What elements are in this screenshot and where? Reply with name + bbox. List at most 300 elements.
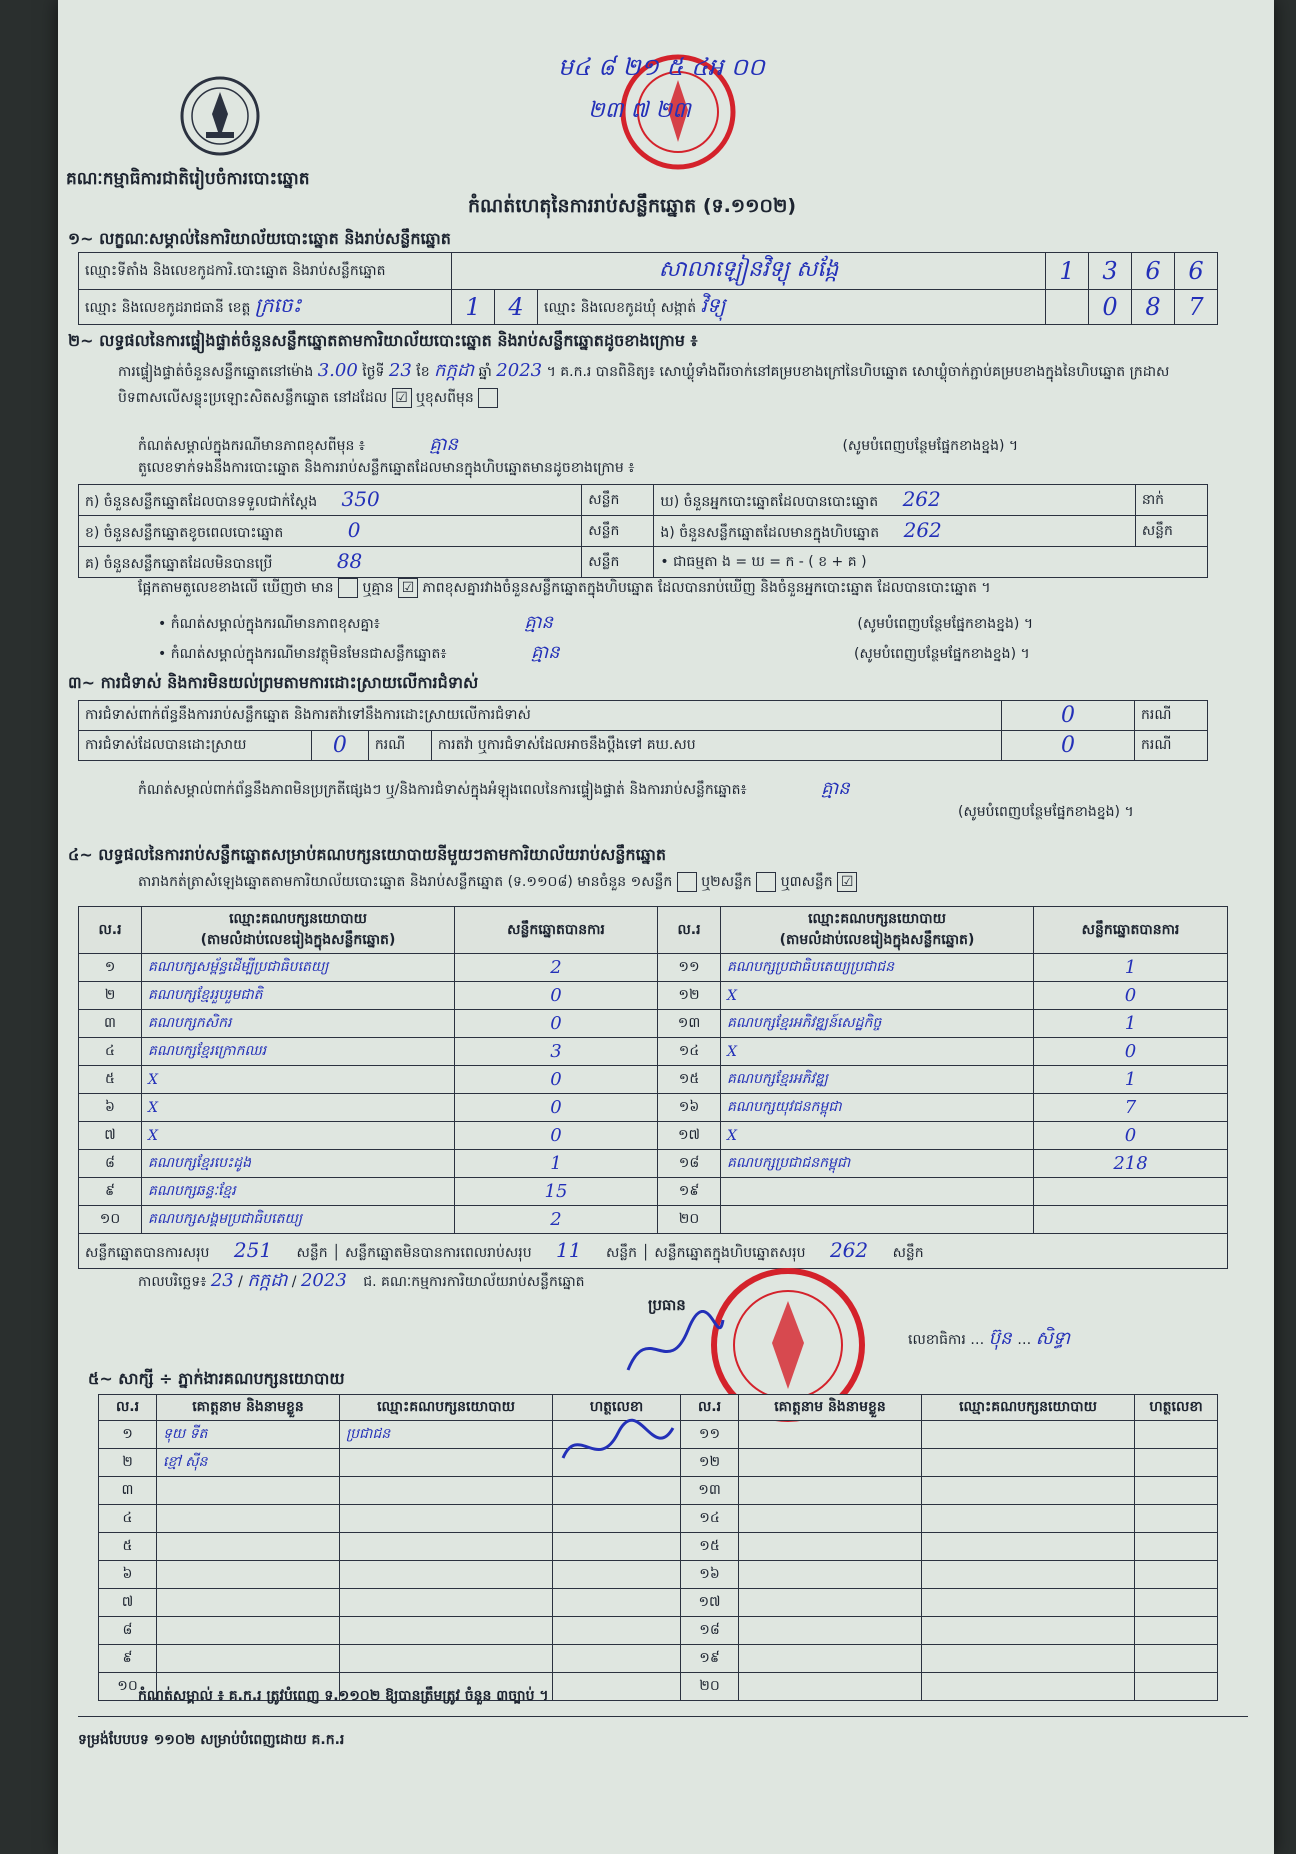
- witness-no: ១១: [681, 1421, 739, 1449]
- result-no: ២: [79, 982, 142, 1010]
- unit: សន្លឹក: [582, 516, 654, 547]
- result-party: គណបក្សប្រជាជនកម្ពុជា: [721, 1150, 1034, 1178]
- date-year: 2023: [300, 1270, 347, 1291]
- witness-no: ១៥: [681, 1533, 739, 1561]
- col-sign: ហត្ថលេខា: [553, 1395, 681, 1421]
- witness-party: ប្រជាជន: [340, 1421, 553, 1449]
- verify-text: ខែ: [416, 364, 430, 380]
- witness-no: ១៤: [681, 1505, 739, 1533]
- province-label: [79, 290, 452, 325]
- two-sheet-checkbox[interactable]: [756, 872, 776, 892]
- col-no: ល.រ: [681, 1395, 739, 1421]
- result-votes: 15: [455, 1178, 658, 1206]
- result-party: គណបក្សសង្គមប្រជាធិបតេយ្យ: [142, 1206, 455, 1234]
- compare-text: ផ្អែកតាមតួលេខខាងលើ ឃើញថា មាន: [138, 580, 334, 596]
- bullet1-line: [158, 610, 1033, 637]
- witness-sign: [553, 1533, 681, 1561]
- result-no: ១២: [658, 982, 721, 1010]
- witness-sign: [1135, 1533, 1218, 1561]
- col-no: ល.រ: [79, 907, 142, 954]
- verify-text: ថ្ងៃទី: [362, 364, 385, 380]
- witness-sign: [553, 1505, 681, 1533]
- witness-no: ១៨: [681, 1617, 739, 1645]
- table-intro: តួលេខទាក់ទងនឹងការបោះឆ្នោត និងការរាប់សន្លឹកឆ្នោតដែលមានក្នុងហិបឆ្នោតមានដូចខាងក្រោម ៖: [138, 460, 635, 476]
- witness-no: ៦: [99, 1561, 157, 1589]
- witness-sign: [1135, 1421, 1218, 1449]
- witness-no: ៧: [99, 1589, 157, 1617]
- witness-name: [739, 1421, 922, 1449]
- witness-signature-icon: [558, 1418, 678, 1478]
- d-label: ឃ) ចំនួនអ្នកបោះឆ្នោតដែលបានបោះឆ្នោត: [660, 494, 879, 510]
- col-party: ឈ្មោះគណបក្សនយោបាយ: [922, 1395, 1135, 1421]
- footer-divider: [78, 1716, 1248, 1717]
- result-party: X: [142, 1094, 455, 1122]
- witness-name: [157, 1533, 340, 1561]
- table-row: [99, 1645, 1218, 1673]
- result-votes: 1: [1034, 954, 1228, 982]
- row-a: [79, 485, 582, 516]
- resolved-value: 0: [312, 731, 369, 761]
- unit: ករណី: [368, 731, 431, 761]
- col-name: គោត្តនាម និងនាមខ្លួន: [739, 1395, 922, 1421]
- result-party: [721, 1178, 1034, 1206]
- footnote: កំណត់សម្គាល់ ៖ គ.ក.រ ត្រូវបំពេញ ទ.១១០២ ឱ្យបានត្រឹមត្រូវ ចំនួន ៣ច្បាប់ ។: [138, 1688, 549, 1704]
- witness-party: [922, 1449, 1135, 1477]
- date-day: 23: [210, 1270, 234, 1291]
- result-party: គណបក្សឆន្ទៈខ្មែរ: [142, 1178, 455, 1206]
- location-value: សាលាឡៀនវិទ្យុ សង្កែ: [452, 253, 1046, 290]
- result-party: X: [721, 1038, 1034, 1066]
- province-code-digit: 4: [495, 290, 538, 325]
- org-name: គណៈកម្មាធិការជាតិរៀបចំការបោះឆ្នោត: [66, 169, 310, 189]
- unit: សន្លឹក: [296, 1245, 328, 1261]
- witness-party: [922, 1673, 1135, 1701]
- col-party-sub: (តាមលំដាប់លេខរៀងក្នុងសន្លឹកឆ្នោត): [200, 932, 396, 948]
- compare-text: ភាពខុសគ្នារវាងចំនួនសន្លឹកឆ្នោតក្នុងហិបឆ្នោត ដែលបានរាប់ឃើញ និងចំនួនអ្នកបោះឆ្នោត ដែលបានបោះឆ្នោត ។: [422, 580, 991, 596]
- table-row: [99, 1617, 1218, 1645]
- witness-sign: [1135, 1505, 1218, 1533]
- result-votes: 2: [455, 954, 658, 982]
- table-row: [99, 1589, 1218, 1617]
- b-label: ខ) ចំនួនសន្លឹកឆ្នោតខូចពេលបោះឆ្នោត: [85, 525, 284, 541]
- witness-name: ខ្មៅ ស៊ីន: [157, 1449, 340, 1477]
- witness-no: ៨: [99, 1617, 157, 1645]
- changed-checkbox[interactable]: [478, 388, 498, 408]
- commune-code-spacer: [1046, 290, 1089, 325]
- witness-sign: [553, 1561, 681, 1589]
- table-row: [79, 954, 1228, 982]
- witness-name: [739, 1645, 922, 1673]
- row-c: [79, 547, 582, 578]
- unit: ករណី: [1135, 731, 1208, 761]
- result-votes: 1: [1034, 1066, 1228, 1094]
- appeal-value: 0: [1002, 731, 1135, 761]
- note-line: [138, 432, 1018, 459]
- witness-no: ៣: [99, 1477, 157, 1505]
- result-no: ៥: [79, 1066, 142, 1094]
- result-no: ១៨: [658, 1150, 721, 1178]
- complaint-label: ការជំទាស់ពាក់ព័ន្ធនឹងការរាប់សន្លឹកឆ្នោត និងការតវ៉ាទៅនឹងការដោះស្រាយលើការជំទាស់: [79, 701, 1002, 731]
- form-footer: ទម្រង់បែបបទ ១១០២ សម្រាប់បំពេញដោយ គ.ក.រ: [78, 1732, 345, 1748]
- witness-party: [340, 1449, 553, 1477]
- result-party: X: [142, 1122, 455, 1150]
- note-tail: (សូមបំពេញបន្ថែមផ្នែកខាងខ្នង) ។: [842, 438, 1019, 454]
- verify-text: ឆ្នាំ: [478, 364, 492, 380]
- location-table: [78, 252, 1218, 325]
- date-month: កក្កដា: [247, 1270, 288, 1291]
- witness-party: [922, 1477, 1135, 1505]
- result-party: គណបក្សខ្មែរក្រោកឈរ: [142, 1038, 455, 1066]
- verify-day: 23: [388, 360, 412, 381]
- a-value: 350: [341, 487, 380, 511]
- witness-name: [739, 1505, 922, 1533]
- commune-code-digit: 0: [1089, 290, 1132, 325]
- table-row: [99, 1533, 1218, 1561]
- commune-label: ឈ្មោះ និងលេខកូដឃុំ សង្កាត់: [544, 300, 697, 316]
- witness-sign: [1135, 1645, 1218, 1673]
- formula: • ជាធម្មតា ង = ឃ = ក - ( ខ + គ ): [654, 547, 1208, 578]
- table-row: [79, 1150, 1228, 1178]
- province-label-text: ឈ្មោះ និងលេខកូដរាជធានី ខេត្ត: [85, 300, 251, 316]
- witness-name: [739, 1561, 922, 1589]
- location-code-digit: 3: [1089, 253, 1132, 290]
- commune-value: វិទ្យុ: [700, 293, 726, 317]
- unit: សន្លឹក: [605, 1245, 638, 1261]
- witness-party: [340, 1617, 553, 1645]
- witness-no: ១៧: [681, 1589, 739, 1617]
- tally-text: តារាងកត់ត្រាសំឡេងឆ្នោតតាមការិយាល័យបោះឆ្នោត និងរាប់សន្លឹកឆ្នោត (ទ.១១០៨) មានចំនួន ១សន្លឹក: [138, 874, 673, 890]
- witness-sign: [553, 1477, 681, 1505]
- witness-name: [157, 1645, 340, 1673]
- witness-name: [739, 1589, 922, 1617]
- irregularity-note: [138, 776, 850, 803]
- commune-code-digit: 8: [1132, 290, 1175, 325]
- witness-name: [157, 1561, 340, 1589]
- chair-signature-icon: [618, 1310, 728, 1390]
- province-value: ក្រចេះ: [254, 293, 302, 317]
- result-no: ១៦: [658, 1094, 721, 1122]
- witness-name: [157, 1505, 340, 1533]
- sum-valid-label: សន្លឹកឆ្នោតបានការសរុប: [85, 1245, 210, 1261]
- witness-no: ១៣: [681, 1477, 739, 1505]
- verify-month: កក្កដា: [434, 360, 475, 381]
- date-line: កាលបរិច្ឆេទ៖ 23 / កក្កដា / 2023 ជ. គណៈកម្មការការិយាល័យរាប់សន្លឹកឆ្នោត: [138, 1270, 585, 1291]
- d-value: 262: [902, 487, 941, 511]
- verify-text: ការផ្ទៀងផ្ទាត់ចំនួនសន្លឹកឆ្នោតនៅម៉ោង: [118, 364, 314, 380]
- witness-sign: [553, 1589, 681, 1617]
- witness-sign: [553, 1673, 681, 1701]
- result-party: គណបក្សខ្មែរអភិវឌ្ឍ: [721, 1066, 1034, 1094]
- col-party-sub: (តាមលំដាប់លេខរៀងក្នុងសន្លឹកឆ្នោត): [779, 932, 975, 948]
- result-votes: 0: [455, 1010, 658, 1038]
- result-votes: 0: [1034, 982, 1228, 1010]
- bullet2-tail: (សូមបំពេញបន្ថែមផ្នែកខាងខ្នង) ។: [854, 646, 1030, 662]
- witness-sign: [1135, 1617, 1218, 1645]
- result-party: X: [721, 982, 1034, 1010]
- witness-name: [739, 1449, 922, 1477]
- result-no: ១: [79, 954, 142, 982]
- result-no: ១៤: [658, 1038, 721, 1066]
- verify-time: 3.00: [317, 360, 358, 381]
- unit: នាក់: [1135, 485, 1207, 516]
- section4-heading: ៤~ លទ្ធផលនៃការរាប់សន្លឹកឆ្នោតសម្រាប់គណបក្សនយោបាយនីមួយៗតាមការិយាល័យរាប់សន្លឹកឆ្នោត: [68, 845, 667, 864]
- sum-total-label: សន្លឹកឆ្នោតក្នុងហិបឆ្នោតសរុប: [654, 1245, 806, 1261]
- table-row: [79, 1178, 1228, 1206]
- witness-no: ៥: [99, 1533, 157, 1561]
- witness-name: [739, 1673, 922, 1701]
- bullet1-tail: (សូមបំពេញបន្ថែមផ្នែកខាងខ្នង) ។: [857, 616, 1034, 632]
- secretary-hand2: សិទ្ធា: [1035, 1328, 1070, 1349]
- result-votes: 218: [1034, 1150, 1228, 1178]
- witness-no: ៤: [99, 1505, 157, 1533]
- result-votes: 0: [455, 1094, 658, 1122]
- table-row: [79, 1038, 1228, 1066]
- irregularity-tail: (សូមបំពេញបន្ថែមផ្នែកខាងខ្នង) ។: [958, 804, 1134, 820]
- secretary-hand: ប៊ុន: [988, 1328, 1018, 1349]
- col-votes: សន្លឹកឆ្នោតបានការ: [1034, 907, 1228, 954]
- result-votes: [1034, 1206, 1228, 1234]
- witness-party: [340, 1533, 553, 1561]
- witness-no: ២០: [681, 1673, 739, 1701]
- witness-name: [739, 1477, 922, 1505]
- location-label: ឈ្មោះទីតាំង និងលេខកូដការិ.បោះឆ្នោត និងរាប់សន្លឹកឆ្នោត: [79, 253, 452, 290]
- unit: សន្លឹក: [1135, 516, 1207, 547]
- col-party-text: ឈ្មោះគណបក្សនយោបាយ: [808, 911, 946, 927]
- result-no: ៩: [79, 1178, 142, 1206]
- appeal-label: ការតវ៉ា ឬការជំទាស់ដែលអាចនឹងប្តឹងទៅ គឃ.សប: [431, 731, 1001, 761]
- tally-text: ឬ២សន្លឹក: [701, 874, 752, 890]
- witness-no: ១០: [99, 1673, 157, 1701]
- table-row: [79, 1066, 1228, 1094]
- result-no: ៨: [79, 1150, 142, 1178]
- location-code-digit: 1: [1046, 253, 1089, 290]
- witness-no: ៩: [99, 1645, 157, 1673]
- witness-no: ១: [99, 1421, 157, 1449]
- result-votes: 3: [455, 1038, 658, 1066]
- location-code-digit: 6: [1175, 253, 1218, 290]
- result-votes: 0: [455, 982, 658, 1010]
- totals-row: សន្លឹកឆ្នោតបានការសរុប 251 សន្លឹក │ សន្លឹកឆ្នោតមិនបានការពេលរាប់សរុប 11 សន្លឹក │ សន្លឹកឆ្នោតក្នុងហិបឆ្នោតសរុប 262 សន្លឹក: [79, 1234, 1228, 1269]
- table-row: [79, 1206, 1228, 1234]
- result-party: X: [142, 1066, 455, 1094]
- witness-name: [157, 1477, 340, 1505]
- ballot-count-table: [78, 484, 1208, 578]
- result-party: គណបក្សខ្មែរបេះដូង: [142, 1150, 455, 1178]
- result-no: ៤: [79, 1038, 142, 1066]
- witness-sign: [553, 1645, 681, 1673]
- result-votes: 1: [455, 1150, 658, 1178]
- witness-name: [739, 1533, 922, 1561]
- section5-heading: ៥~ សាក្សី ÷ ភ្នាក់ងារគណបក្សនយោបាយ: [88, 1369, 345, 1388]
- result-votes: 0: [1034, 1038, 1228, 1066]
- witness-sign: [1135, 1589, 1218, 1617]
- location-code-digit: 6: [1132, 253, 1175, 290]
- unit: សន្លឹក: [582, 547, 654, 578]
- table-row: [99, 1477, 1218, 1505]
- irregularity-label: កំណត់សម្គាល់ពាក់ព័ន្ធនឹងភាពមិនប្រក្រតីផ្សេងៗ ឬ/និងការជំទាស់ក្នុងអំឡុងពេលនៃការផ្ទៀងផ្ទាត់ និងការរាប់សន្លឹកឆ្នោត៖: [138, 782, 747, 798]
- result-party: គណបក្សសម្ព័ន្ធដើម្បីប្រជាធិបតេយ្យ: [142, 954, 455, 982]
- c-value: 88: [336, 549, 363, 573]
- bullet2-hand: គ្មាន: [531, 642, 560, 663]
- col-party: ឈ្មោះគណបក្សនយោបាយ: [340, 1395, 553, 1421]
- sum-invalid-value: 11: [556, 1238, 582, 1262]
- table-row: [99, 1561, 1218, 1589]
- document-title: កំណត់ហេតុនៃការរាប់សន្លឹកឆ្នោត (ទ.១១០២): [468, 195, 797, 217]
- witness-name: [157, 1589, 340, 1617]
- section3-heading: ៣~ ការជំទាស់ និងការមិនយល់ព្រមតាមការដោះស្រាយលើការជំទាស់: [68, 673, 479, 692]
- witness-party: [340, 1645, 553, 1673]
- witness-name: [157, 1617, 340, 1645]
- table-row: [79, 982, 1228, 1010]
- unit: សន្លឹក: [892, 1245, 924, 1261]
- unit: ករណី: [1135, 701, 1208, 731]
- witness-sign: [1135, 1477, 1218, 1505]
- result-no: ១៧: [658, 1122, 721, 1150]
- result-party: X: [721, 1122, 1034, 1150]
- result-votes: 2: [455, 1206, 658, 1234]
- col-votes: សន្លឹកឆ្នោតបានការ: [455, 907, 658, 954]
- witness-party: [922, 1645, 1135, 1673]
- section2-heading: ២~ លទ្ធផលនៃការផ្ទៀងផ្ទាត់ចំនួនសន្លឹកឆ្នោតតាមការិយាល័យបោះឆ្នោត និងរាប់សន្លឹកឆ្នោតដូចខាងក្រោម ៖: [68, 331, 698, 350]
- sum-invalid-label: សន្លឹកឆ្នោតមិនបានការពេលរាប់សរុប: [344, 1245, 532, 1261]
- has-difference-checkbox[interactable]: [338, 578, 358, 598]
- row-b: [79, 516, 582, 547]
- tally-text: ឬ៣សន្លឹក: [780, 874, 833, 890]
- table-row: [99, 1505, 1218, 1533]
- table-row: [79, 1094, 1228, 1122]
- unchanged-checkbox[interactable]: ☑: [392, 388, 412, 408]
- result-votes: 0: [1034, 1122, 1228, 1150]
- committee-label: ជ. គណៈកម្មការការិយាល័យរាប់សន្លឹកឆ្នោត: [363, 1274, 585, 1290]
- witness-sign: [553, 1617, 681, 1645]
- three-sheet-checkbox[interactable]: ☑: [837, 872, 857, 892]
- result-party: គណបក្សកសិករ: [142, 1010, 455, 1038]
- note-label: កំណត់សម្គាល់ក្នុងករណីមានភាពខុសពីមុន ៖: [138, 438, 365, 454]
- witness-party: [922, 1421, 1135, 1449]
- e-value: 262: [903, 518, 942, 542]
- col-name: គោត្តនាម និងនាមខ្លួន: [157, 1395, 340, 1421]
- result-votes: [1034, 1178, 1228, 1206]
- result-no: ១៩: [658, 1178, 721, 1206]
- a-label: ក) ចំនួនសន្លឹកឆ្នោតដែលបានទទួលជាក់ស្តែង: [85, 494, 318, 510]
- result-party: គណបក្សខ្មែរអភិវឌ្ឍន៍សេដ្ឋកិច្ច: [721, 1010, 1034, 1038]
- result-no: ៧: [79, 1122, 142, 1150]
- document-page: [58, 0, 1274, 1854]
- col-sign: ហត្ថលេខា: [1135, 1395, 1218, 1421]
- verify-text: ។ គ.ក.រ បានពិនិត្យ៖ សោឃ្លុំទាំងពីរចាក់នៅគម្របខាងក្រៅនៃហិបឆ្នោត សោឃ្លុំចាក់ភ្ជាប់គម្របខាងក្នុងនៃហិបឆ្នោត ក្រដាសបិទពាសលើសន្លុះប្រឡោះសិតសន្លឹកឆ្នោត នៅដដែល: [118, 364, 1170, 406]
- result-no: ១០: [79, 1206, 142, 1234]
- table-row: [79, 1122, 1228, 1150]
- commune-cell: [538, 290, 1046, 325]
- bullet1-label: • កំណត់សម្គាល់ក្នុងករណីមានភាពខុសគ្នា៖: [158, 616, 380, 632]
- witness-party: [922, 1589, 1135, 1617]
- witness-sign: [1135, 1561, 1218, 1589]
- result-party: គណបក្សខ្មែររួបរួមជាតិ: [142, 982, 455, 1010]
- bullet2-line: [158, 640, 1030, 667]
- witness-party: [340, 1589, 553, 1617]
- sum-total-value: 262: [829, 1238, 869, 1262]
- resolved-label: ការជំទាស់ដែលបានដោះស្រាយ: [79, 731, 312, 761]
- results-table: [78, 906, 1228, 1269]
- section1-heading: ១~ លក្ខណៈសម្គាល់នៃការិយាល័យបោះឆ្នោត និងរាប់សន្លឹកឆ្នោត: [68, 229, 451, 248]
- handwritten-date: ២៣ ៧ ២៣: [588, 98, 691, 123]
- handwritten-code: ម៤ ៨ ២១ ៥ ៤អ ០០: [558, 53, 765, 81]
- witness-party: [922, 1533, 1135, 1561]
- witness-party: [340, 1505, 553, 1533]
- verify-text: ឬខុសពីមុន: [415, 390, 474, 406]
- result-no: ៦: [79, 1094, 142, 1122]
- irregularity-hand: គ្មាន: [821, 778, 850, 799]
- compare-line: [138, 578, 991, 599]
- col-no: ល.រ: [99, 1395, 157, 1421]
- col-party: [721, 907, 1034, 954]
- complaint-value: 0: [1002, 701, 1135, 731]
- row-d: [654, 485, 1135, 516]
- witness-sign: [1135, 1449, 1218, 1477]
- verification-paragraph: [118, 358, 1248, 411]
- b-value: 0: [347, 518, 361, 542]
- province-code-digit: 1: [452, 290, 495, 325]
- nec-emblem-icon: [178, 74, 262, 158]
- result-party: គណបក្សយុវជនកម្ពុជា: [721, 1094, 1034, 1122]
- chair-label: ប្រធាន: [648, 1296, 686, 1314]
- tally-intro: [138, 872, 857, 893]
- verify-year: 2023: [496, 360, 543, 381]
- col-party: [142, 907, 455, 954]
- complaints-table: [78, 700, 1208, 761]
- bullet1-hand: គ្មាន: [524, 612, 553, 633]
- result-no: ១៣: [658, 1010, 721, 1038]
- e-label: ង) ចំនួនសន្លឹកឆ្នោតដែលមានក្នុងហិបឆ្នោត: [660, 525, 880, 541]
- witness-no: ២: [99, 1449, 157, 1477]
- col-no: ល.រ: [658, 907, 721, 954]
- compare-text: ឬគ្មាន: [362, 580, 394, 596]
- table-row: [79, 1010, 1228, 1038]
- witness-party: [922, 1617, 1135, 1645]
- witness-name: [739, 1617, 922, 1645]
- result-votes: 0: [455, 1122, 658, 1150]
- witness-name: ទុយ ទីត: [157, 1421, 340, 1449]
- result-no: ២០: [658, 1206, 721, 1234]
- witness-party: [922, 1505, 1135, 1533]
- secretary-label: លេខាធិការ: [908, 1332, 966, 1348]
- note-hand: គ្មាន: [429, 434, 458, 455]
- result-no: ១៥: [658, 1066, 721, 1094]
- result-votes: 1: [1034, 1010, 1228, 1038]
- commune-code-digit: 7: [1175, 290, 1218, 325]
- result-no: ៣: [79, 1010, 142, 1038]
- witness-party: [922, 1561, 1135, 1589]
- date-label: កាលបរិច្ឆេទ៖: [138, 1274, 207, 1290]
- witness-sign: [1135, 1673, 1218, 1701]
- witness-no: ១៦: [681, 1561, 739, 1589]
- secretary-line: លេខាធិការ … ប៊ុន … សិទ្ធា: [908, 1328, 1070, 1349]
- witness-no: ១២: [681, 1449, 739, 1477]
- col-party-text: ឈ្មោះគណបក្សនយោបាយ: [229, 911, 367, 927]
- result-party: [721, 1206, 1034, 1234]
- bullet2-label: • កំណត់សម្គាល់ក្នុងករណីមានវត្ថុមិនមែនជាសន្លឹកឆ្នោត៖: [158, 646, 447, 662]
- no-difference-checkbox[interactable]: ☑: [398, 578, 418, 598]
- unit: សន្លឹក: [582, 485, 654, 516]
- result-votes: 0: [455, 1066, 658, 1094]
- witness-no: ១៩: [681, 1645, 739, 1673]
- one-sheet-checkbox[interactable]: [677, 872, 697, 892]
- sum-valid-value: 251: [233, 1238, 273, 1262]
- result-votes: 7: [1034, 1094, 1228, 1122]
- result-no: ១១: [658, 954, 721, 982]
- c-label: គ) ចំនួនសន្លឹកឆ្នោតដែលមិនបានប្រើ: [85, 556, 273, 572]
- witness-party: [340, 1477, 553, 1505]
